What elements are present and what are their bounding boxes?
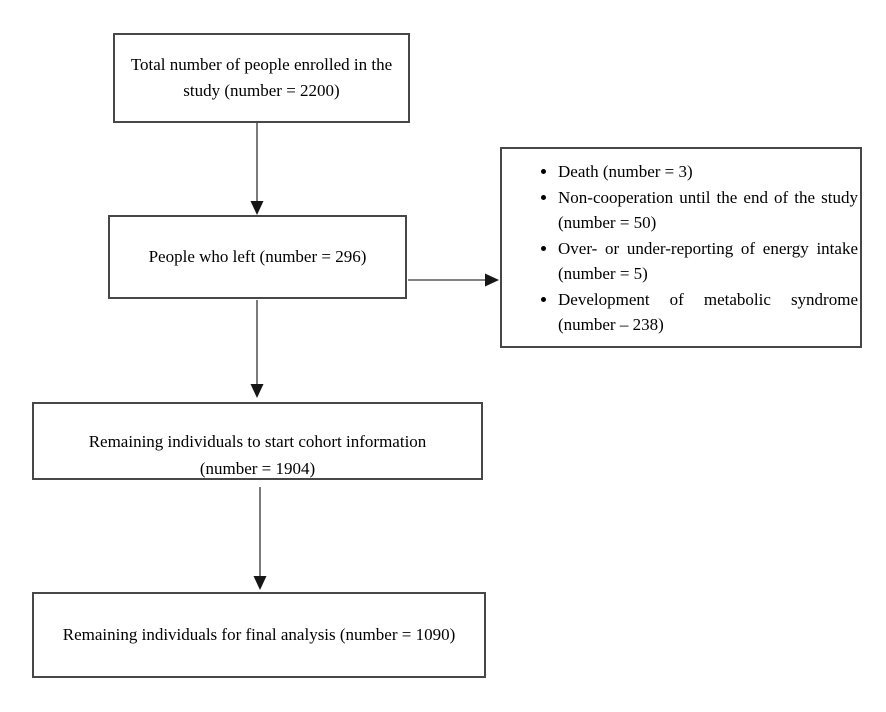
box-people-who-left (108, 215, 407, 299)
arrow-enrolled-to-left (251, 123, 264, 215)
exclusion-item-energy-reporting: • Over- or under-reporting of energy intake (number = 5) (558, 236, 860, 287)
exclusion-list (502, 149, 860, 338)
box-cohort-start-line2: (number = 1904) (199, 459, 316, 478)
arrow-cohort-to-final (254, 487, 267, 590)
box-total-enrolled-line2: study (number = 2200) (183, 81, 340, 100)
arrow-left-to-cohort (251, 300, 264, 398)
exclusion-item-death: • Death (number = 3) (558, 159, 860, 185)
box-cohort-start-line1: Remaining individuals to start cohort information (88, 432, 427, 451)
box-total-enrolled-line1: Total number of people enrolled in the (130, 55, 393, 74)
box-exclusion-reasons (500, 147, 862, 348)
box-total-enrolled (113, 33, 410, 123)
box-final-analysis-label: Remaining individuals for final analysis (number = 1090) (62, 625, 456, 644)
box-people-who-left-label: People who left (number = 296) (148, 247, 367, 266)
box-final-analysis (32, 592, 486, 678)
arrow-left-to-exclusions (408, 274, 499, 287)
exclusion-item-metabolic-syndrome: • Development of metabolic syndrome (number – 238) (558, 287, 860, 338)
exclusion-item-noncooperation: • Non-cooperation until the end of the study (number = 50) (558, 185, 860, 236)
box-cohort-start (32, 402, 483, 480)
